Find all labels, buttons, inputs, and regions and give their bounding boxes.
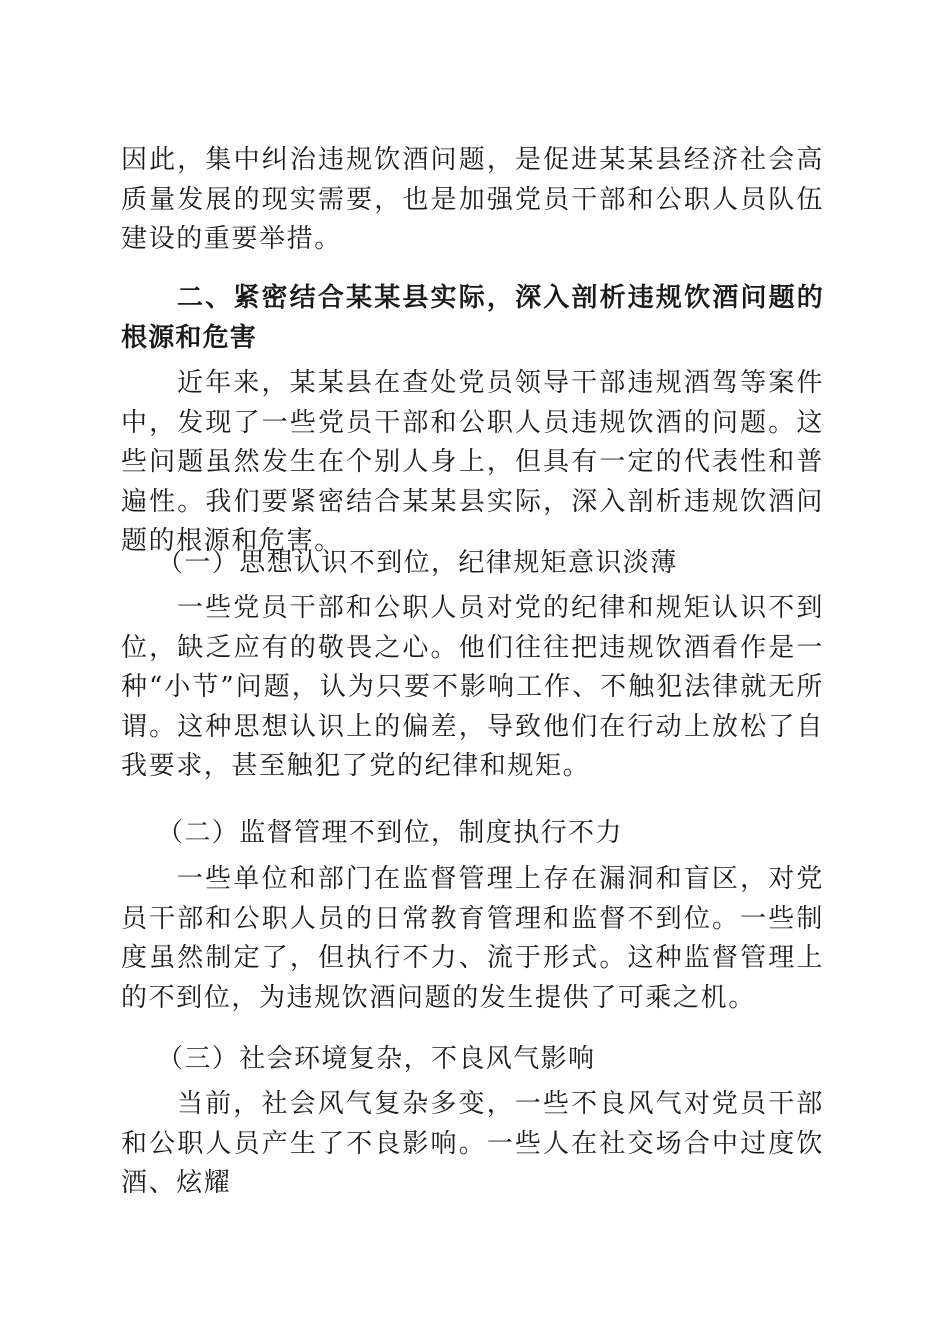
intro-paragraph: 近年来，某某县在查处党员领导干部违规酒驾等案件中，发现了一些党员干部和公职人员违规饮酒的问题。这些问题虽然发生在个别人身上，但具有一定的代表性和普遍性。我们要紧密结合某某县实际，深入剖析违规饮酒问题的根源和危害。 [121, 368, 824, 556]
subsection-title-3: （三）社会环境复杂，不良风气影响 [157, 1044, 596, 1074]
continuation-paragraph: 因此，集中纠治违规饮酒问题，是促进某某县经济社会高质量发展的现实需要，也是加强党员干部和公职人员队伍建设的重要举措。 [121, 145, 824, 254]
subsection-title-1: （一）思想认识不到位，纪律规矩意识淡薄 [157, 548, 678, 578]
subsection-title-2: （二）监督管理不到位，制度执行不力 [157, 818, 623, 848]
subsection-body-1: 一些党员干部和公职人员对党的纪律和规矩认识不到位，缺乏应有的敬畏之心。他们往往把违规饮酒看作是一种“小节”问题，认为只要不影响工作、不触犯法律就无所谓。这种思想认识上的偏差，导致他们在行动上放松了自我要求，甚至触犯了党的纪律和规矩。 [121, 593, 824, 781]
subsection-body-3: 当前，社会风气复杂多变，一些不良风气对党员干部和公职人员产生了不良影响。一些人在社交场合中过度饮酒、炫耀 [121, 1089, 824, 1198]
section-heading: 二、紧密结合某某县实际，深入剖析违规饮酒问题的根源和危害 [121, 283, 824, 353]
subsection-body-2: 一些单位和部门在监督管理上存在漏洞和盲区，对党员干部和公职人员的日常教育管理和监督不到位。一些制度虽然制定了，但执行不力、流于形式。这种监督管理上的不到位，为违规饮酒问题的发生提供了可乘之机。 [121, 864, 824, 1013]
